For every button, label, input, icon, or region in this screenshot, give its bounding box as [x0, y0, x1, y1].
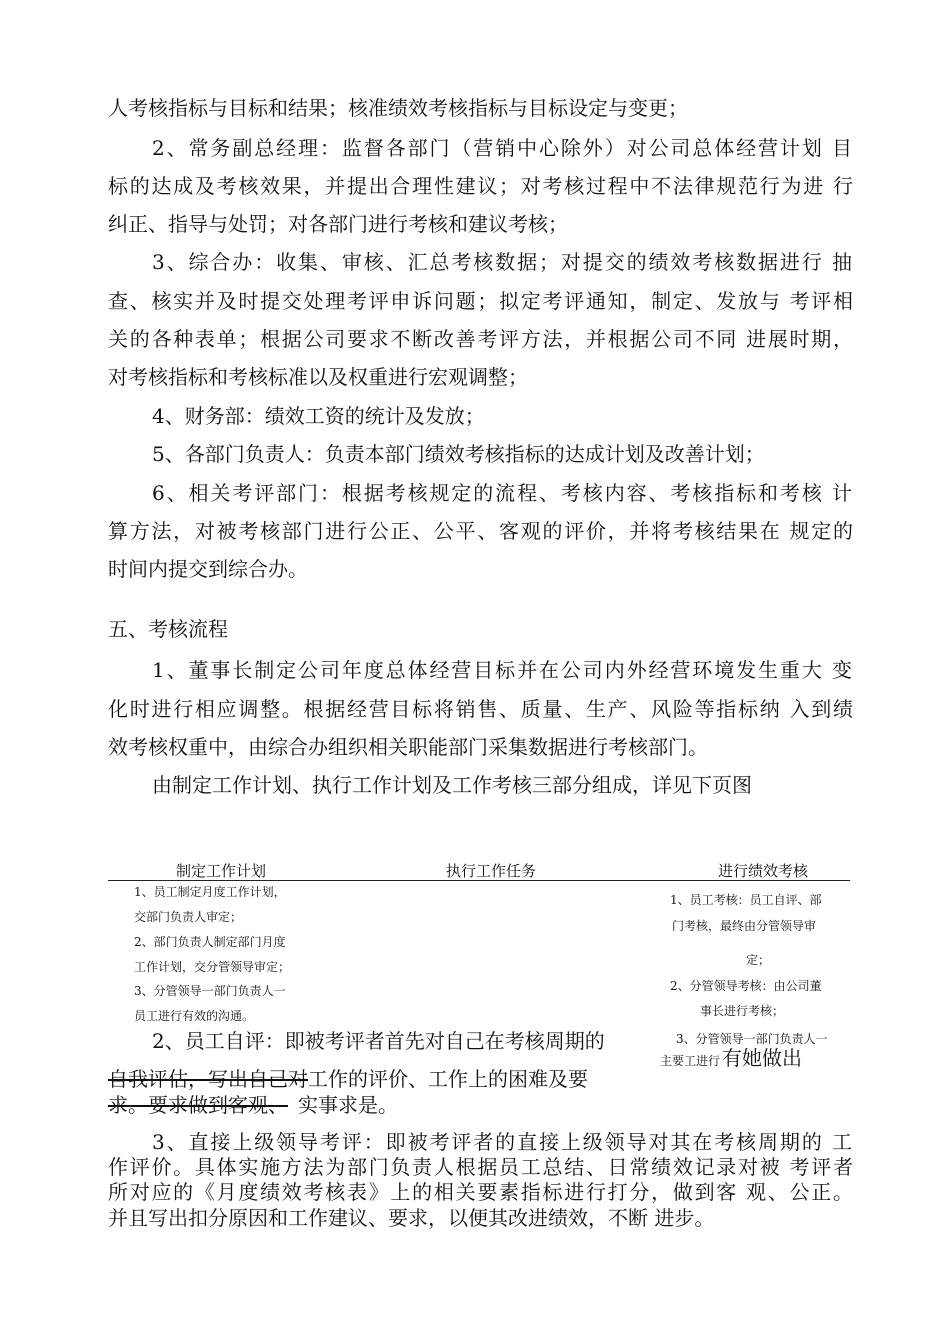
text-line: 5、各部门负责人：负责本部门绩效考核指标的达成计划及改善计划；: [152, 442, 765, 466]
text-line: 1、董事长制定公司年度总体经营目标并在公司内外经营环境发生重大 变: [152, 658, 852, 682]
text-line: 时间内提交到综合办。: [108, 557, 308, 581]
flow-divider: [108, 880, 850, 881]
text-line: 6、相关考评部门：根据考核规定的流程、考核内容、考核指标和考核 计: [152, 481, 852, 505]
flow-col3-line: 门考核，最终由分管领导审: [672, 919, 817, 933]
text-line: 纠正、指导与处罚；对各部门进行考核和建议考核；: [108, 212, 568, 236]
flow-col3-line: 定；: [746, 953, 771, 967]
struck-text: 求。要求做到客观、: [108, 1093, 288, 1117]
flow-col3-line: 2、分管领导考核：由公司董: [670, 979, 822, 993]
flow-col1-line: 工作计划，交分管领导审定；: [134, 960, 291, 974]
flow-col1-line: 3、分管领导一部门负责人一: [134, 984, 286, 998]
section-title: 五、考核流程: [108, 617, 228, 641]
flow-col1-line: 2、部门负责人制定部门月度: [134, 935, 286, 949]
text-line: 效考核权重中，由综合办组织相关职能部门采集数据进行考核部门。: [108, 735, 708, 759]
text-line: 3、直接上级领导考评：即被考评者的直接上级领导对其在考核周期的 工: [152, 1130, 852, 1154]
flow-col3-cut-big: 有她做出: [722, 1048, 802, 1068]
text-line: 所对应的《月度绩效考核表》上的相关要素指标进行打分，做到客 观、公正。: [108, 1180, 853, 1204]
text-line: 算方法，对被考核部门进行公正、公平、客观的评价，并将考核结果在 规定的: [108, 519, 853, 543]
text-line: [108, 1067, 668, 1091]
flow-col3-header: 进行绩效考核: [718, 862, 809, 880]
flow-col1-line: 员工进行有效的沟通。: [134, 1009, 255, 1023]
text-line: 2、员工自评：即被考评者首先对自己在考核周期的: [152, 1029, 605, 1053]
text-line: 查、核实并及时提交处理考评申诉问题；拟定考评通知，制定、发放与 考评相: [108, 289, 853, 313]
flow-col2-header: 执行工作任务: [446, 862, 537, 880]
text-line: [108, 1093, 668, 1117]
text-line: 标的达成及考核效果，并提出合理性建议；对考核过程中不法律规范行为进 行: [108, 174, 853, 198]
flow-col3-line: 事长进行考核；: [700, 1004, 785, 1018]
text-line: 关的各种表单；根据公司要求不断改善考评方法，并根据公司不同 进展时期，: [108, 327, 853, 351]
text-line: 并且写出扣分原因和工作建议、要求，以便其改进绩效，不断 进步。: [108, 1206, 715, 1230]
text-line: 由制定工作计划、执行工作计划及工作考核三部分组成，详见下页图: [152, 773, 752, 797]
text-line: 作评价。具体实施方法为部门负责人根据员工总结、日常绩效记录对被 考评者: [108, 1155, 853, 1179]
flow-col3-line: 1、员工考核：员工自评、部: [670, 893, 822, 907]
flow-col3-cut-small: 主要工进行: [660, 1054, 721, 1068]
text-segment: 工作的评价、工作上的困难及要: [308, 1067, 588, 1091]
text-line: 化时进行相应调整。根据经营目标将销售、质量、生产、风险等指标纳 入到绩: [108, 697, 853, 721]
text-line: 2、常务副总经理：监督各部门（营销中心除外）对公司总体经营计划 目: [152, 136, 852, 160]
flow-col1-line: 交部门负责人审定；: [134, 910, 243, 924]
flow-col1-header: 制定工作计划: [176, 862, 267, 880]
flow-col1-line: 1、员工制定月度工作计划，: [134, 885, 286, 899]
text-line: 3、综合办：收集、审核、汇总考核数据；对提交的绩效考核数据进行 抽: [152, 250, 852, 274]
text-segment: 实事求是。: [298, 1093, 398, 1117]
text-line: 4、财务部：绩效工资的统计及发放；: [152, 404, 485, 428]
flow-col3-line: 3、分管领导一部门负责人一: [676, 1032, 828, 1046]
text-line: 对考核指标和考核标准以及权重进行宏观调整；: [108, 365, 528, 389]
text-line: 人考核指标与目标和结果；核准绩效考核指标与目标设定与变更；: [108, 96, 688, 120]
struck-text: 自我评估，写出自己对: [108, 1067, 308, 1091]
